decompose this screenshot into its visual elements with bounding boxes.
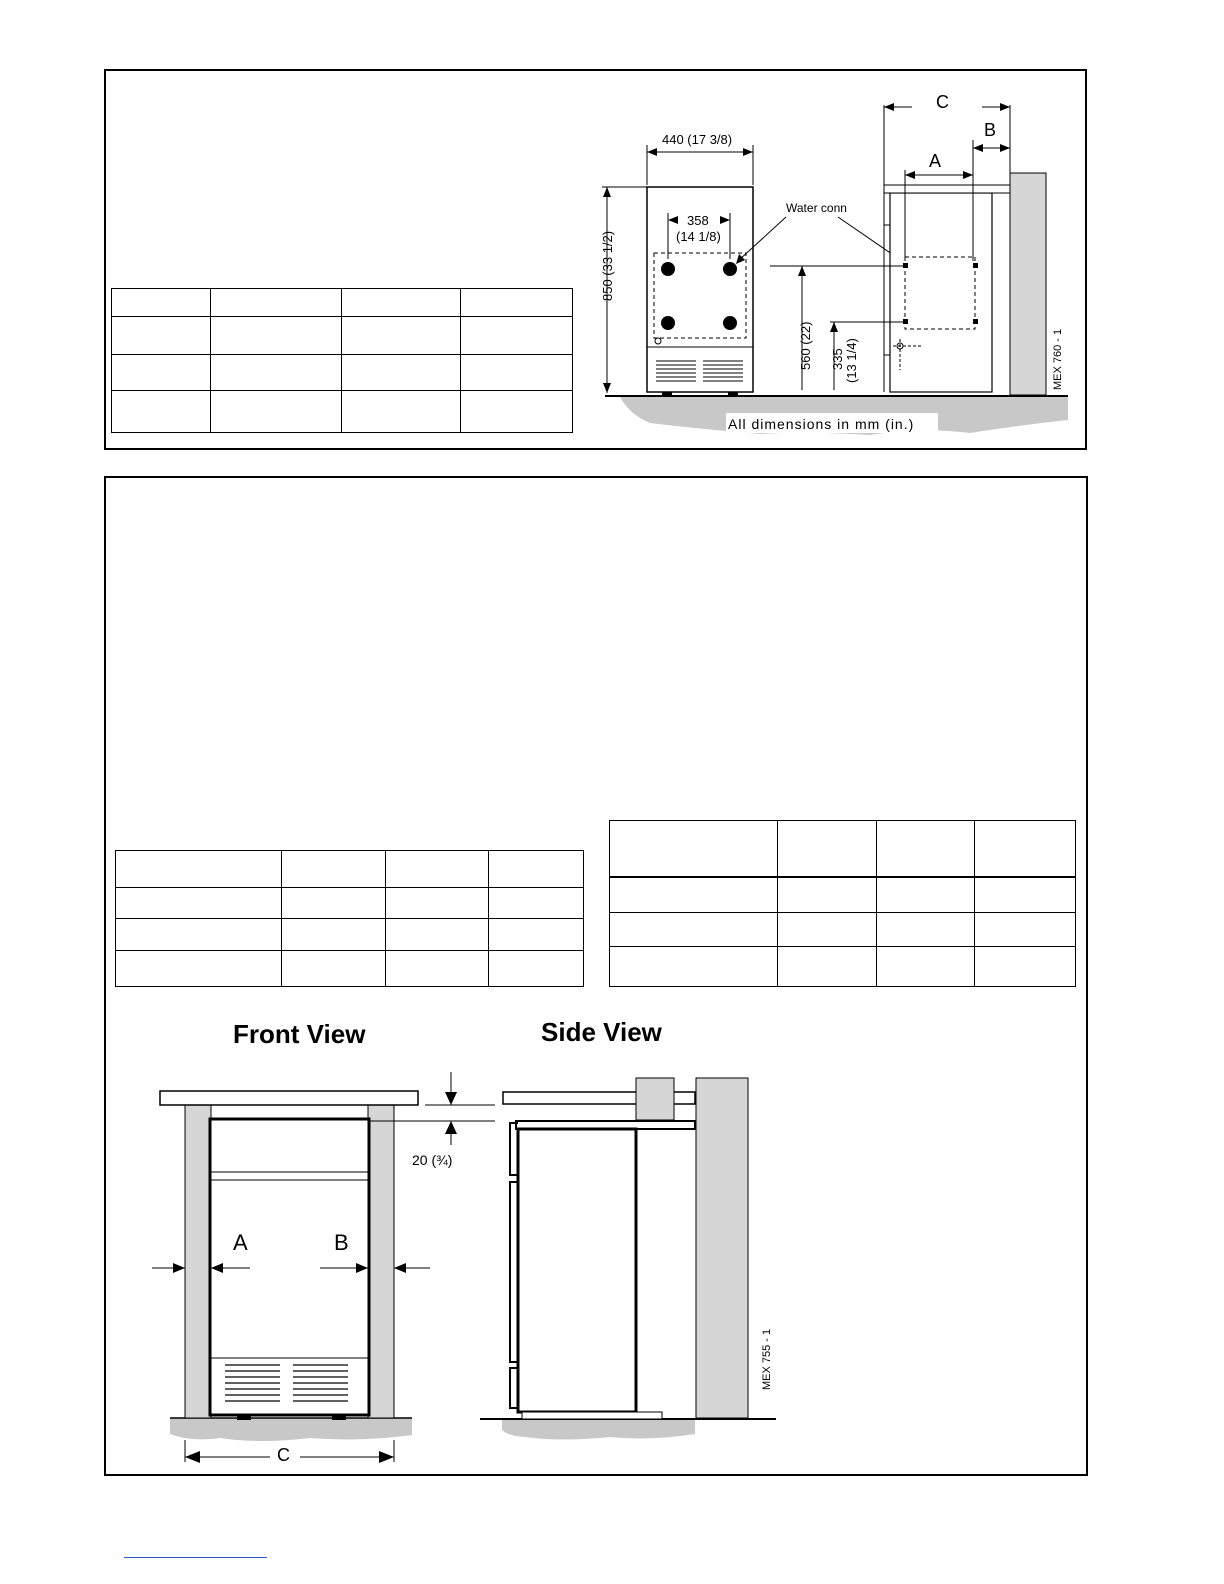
height-label: 850 (33 1/2) (600, 230, 615, 301)
front-floor-hatch (170, 1418, 412, 1441)
dim-c-label: C (936, 92, 949, 112)
countertop-front (160, 1091, 418, 1105)
bottom-right-table (609, 820, 1076, 987)
units-note: All dimensions in mm (in.) (728, 416, 915, 432)
ref-code: MEX 760 - 1 (1052, 328, 1064, 390)
bottom-left-table (115, 850, 584, 987)
top-dimension-diagram (590, 85, 1080, 440)
water-conn-dot (661, 262, 675, 276)
water-conn-dot (723, 262, 737, 276)
front-view-title: Front View (233, 1019, 366, 1049)
width-label: 440 (17 3/8) (662, 132, 733, 147)
front-dim-a-label: A (233, 1230, 248, 1255)
side-unit-body (518, 1129, 636, 1412)
lower-conn-height-in: (13 1/4) (844, 338, 859, 383)
top-clearance-table (111, 288, 573, 433)
installation-views-diagram (140, 1010, 800, 1470)
front-dim-b-label: B (334, 1230, 349, 1255)
water-conn-label: Water conn (786, 201, 847, 215)
conn-spacing-in: (14 1/8) (676, 229, 721, 244)
conn-spacing-mm: 358 (687, 213, 709, 228)
dim-b-label: B (984, 120, 997, 140)
side-view-title: Side View (541, 1017, 662, 1047)
ref-code: MEX 755 - 1 (761, 1328, 773, 1390)
footer-link-underline (124, 1557, 267, 1558)
dim-a-label: A (929, 151, 942, 171)
upper-conn-height: 560 (22) (798, 321, 813, 370)
water-conn-dot (723, 316, 737, 330)
side-wall (696, 1078, 748, 1418)
gap-label: 20 (¾) (412, 1152, 453, 1168)
wall (1010, 173, 1046, 395)
lower-conn-height-mm: 335 (830, 348, 845, 370)
side-floor-hatch (502, 1418, 695, 1440)
front-dim-c-label: C (277, 1445, 290, 1465)
cabinet-left-side (185, 1105, 211, 1418)
water-conn-dot (661, 316, 675, 330)
cabinet-right-side (368, 1105, 394, 1418)
